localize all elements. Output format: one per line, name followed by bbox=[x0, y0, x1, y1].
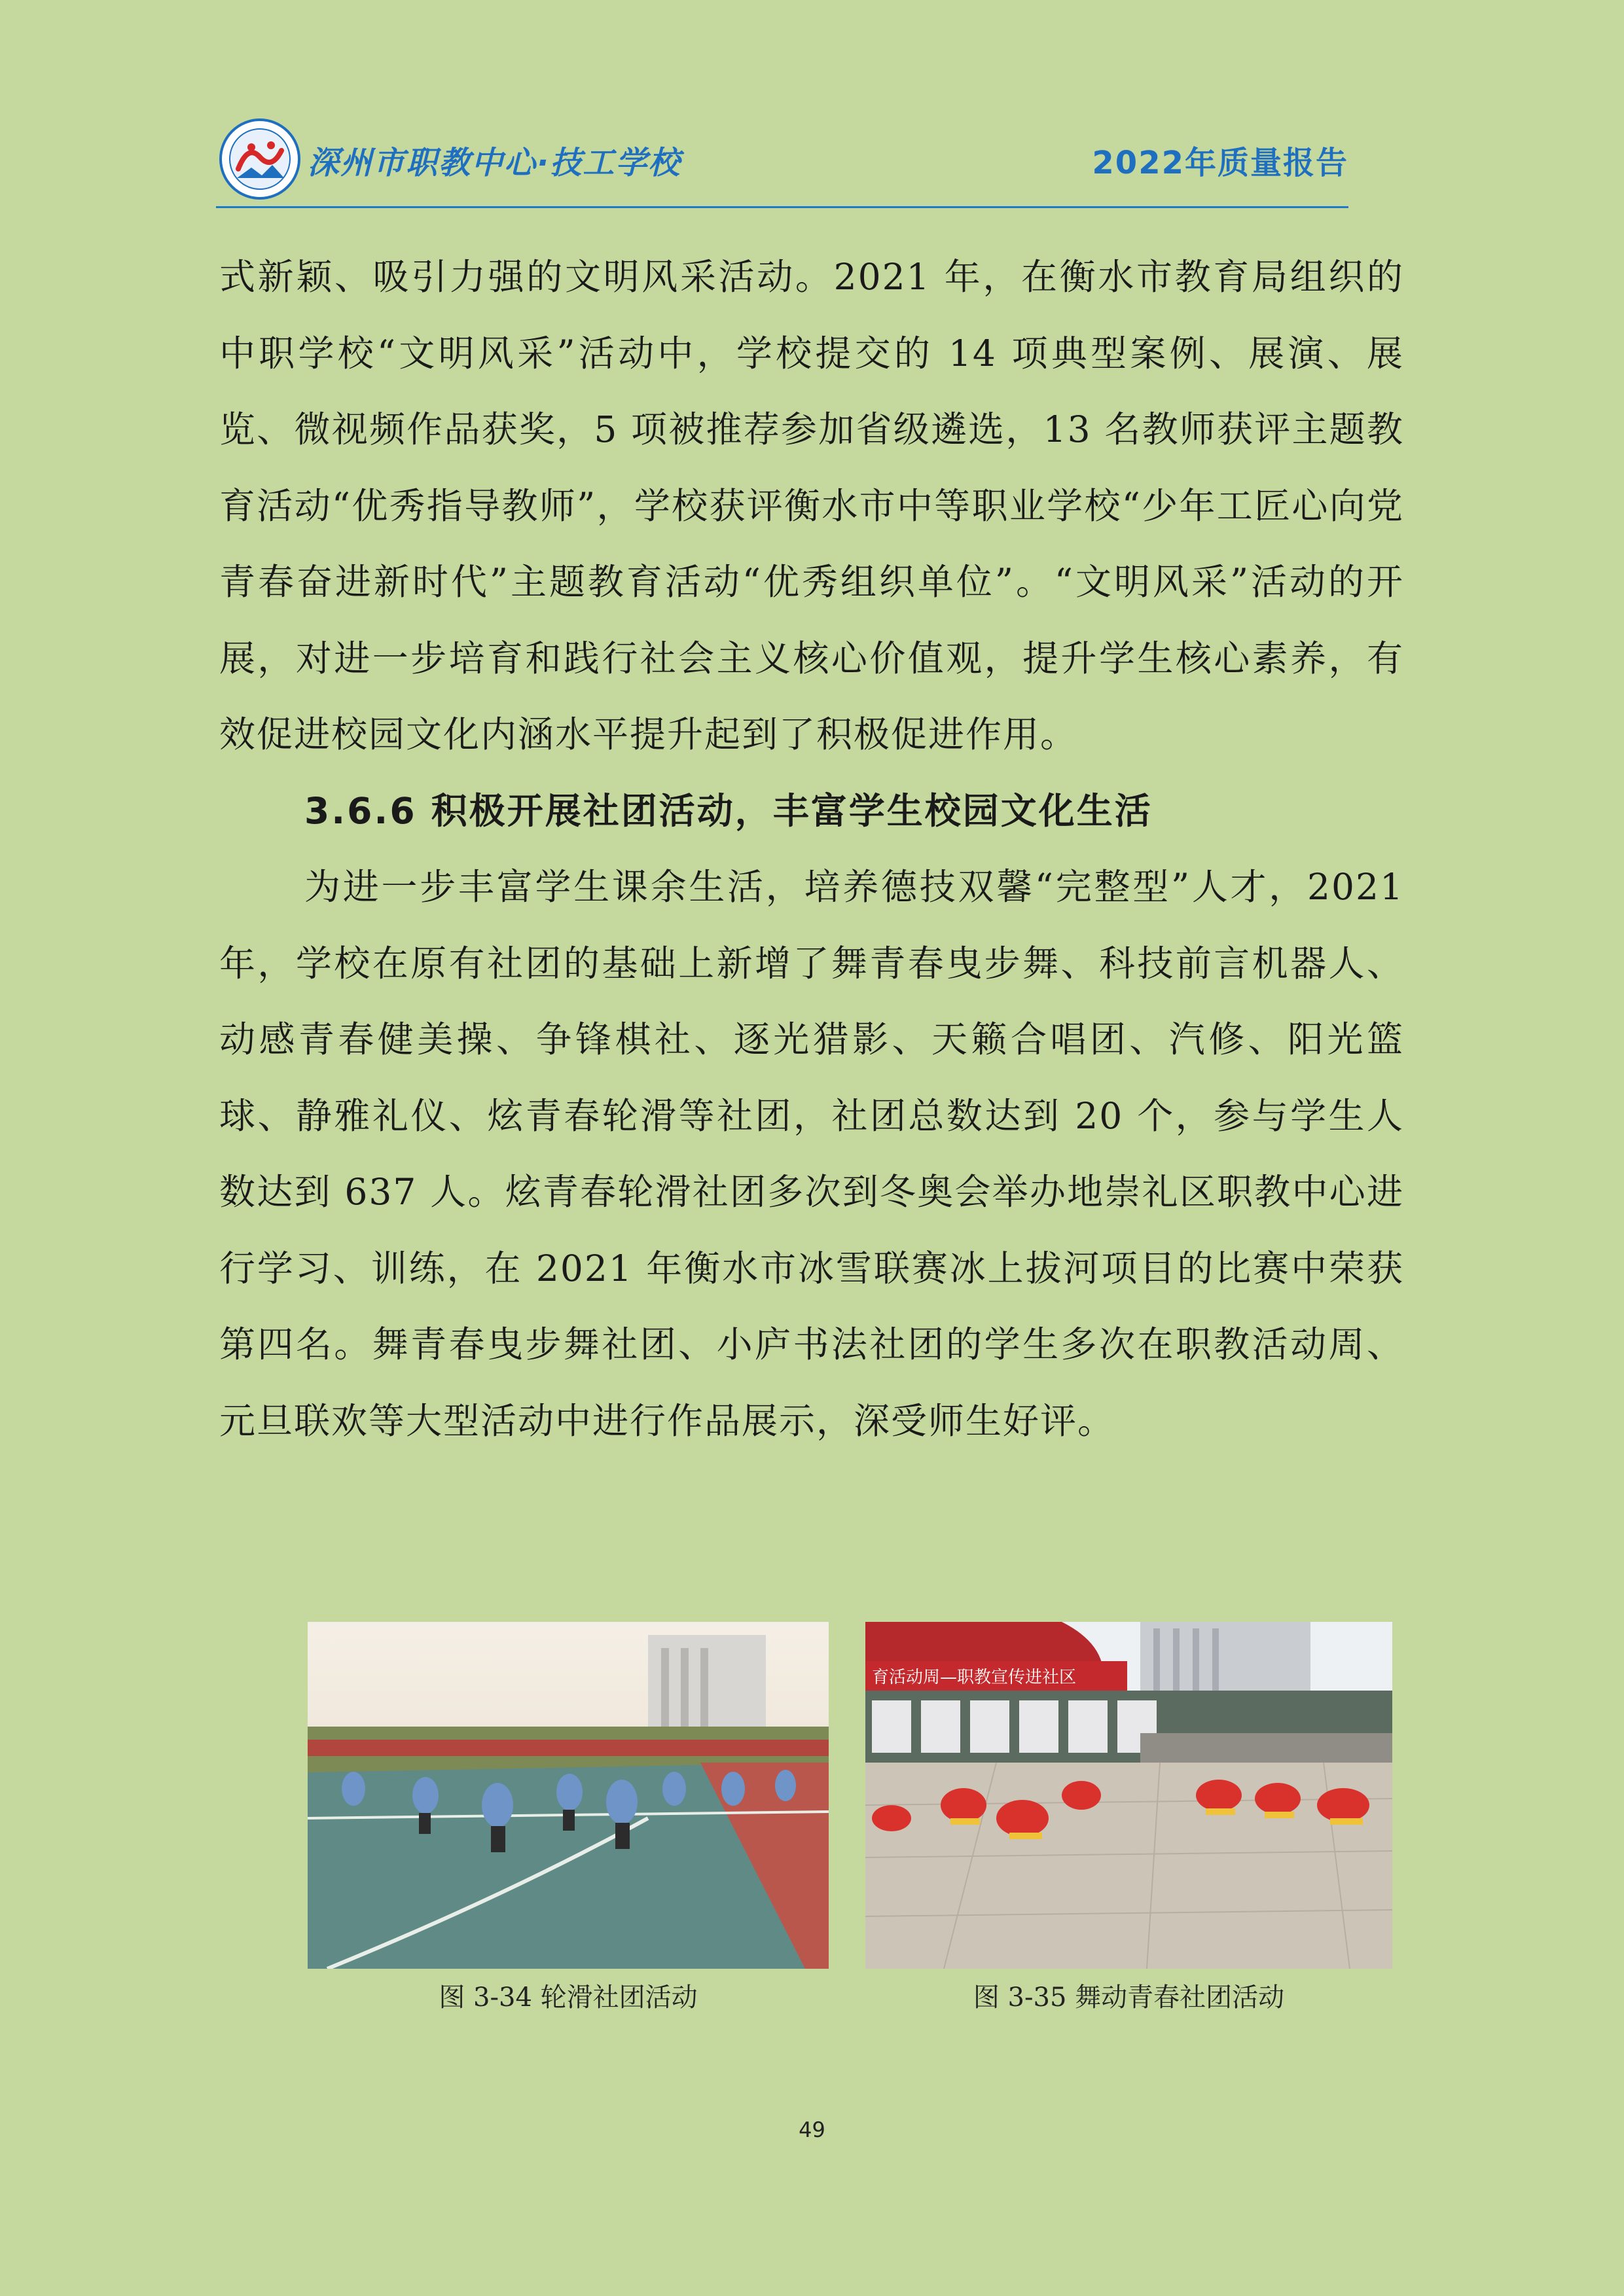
page-number: 49 bbox=[799, 2117, 825, 2142]
figure-caption-roller-skating: 图 3-34 轮滑社团活动 bbox=[439, 1982, 698, 2013]
school-name: 深州市职教中心·技工学校 bbox=[308, 145, 681, 181]
paragraph-club-activities: 为进一步丰富学生课余生活，培养德技双馨“完整型”人才，2021 年，学校在原有社团的基础上新增了舞青春曳步舞、科技前言机器人、动感青春健美操、争锋棋社、逐光猎影、天籁合唱团、汽修、阳光篮球、静雅礼仪、炫青春轮滑等社团，社团总数达到 20 个，参与学生人数达到 637 人。炫青春轮滑社团多次到冬奥会举办地崇礼区职教中心进行学习、训练，在 2021 年衡水市冰雪联赛冰上拔河项目的比赛中荣获第四名。舞青春曳步舞社团、小庐书法社团的学生多次在职教活动周、元旦联欢等大型活动中进行作品展示，深受师生好评。 bbox=[219, 866, 1404, 1442]
page-header bbox=[216, 118, 1348, 208]
report-title: 2022年质量报告 bbox=[1092, 145, 1348, 181]
banner-text: 育活动周—职教宣传进社区 bbox=[872, 1668, 1077, 1687]
school-logo bbox=[219, 118, 301, 200]
section-heading: 3.6.6 积极开展社团活动，丰富学生校园文化生活 bbox=[304, 789, 1153, 832]
paragraph-civilization-activities: 式新颖、吸引力强的文明风采活动。2021 年，在衡水市教育局组织的中职学校“文明风采”活动中，学校提交的 14 项典型案例、展演、展览、微视频作品获奖，5 项被推荐参加省级遴选，13 名教师获评主题教育活动“优秀指导教师”，学校获评衡水市中等职业学校“少年工匠心向党 青春奋进新时代”主题教育活动“优秀组织单位”。“文明风采”活动的开展，对进一步培育和践行社会主义核心价值观，提升学生核心素养，有效促进校园文化内涵水平提升起到了积极促进作用。 bbox=[219, 256, 1404, 755]
main-content bbox=[219, 239, 1404, 1459]
photo-roller-skating bbox=[308, 1622, 829, 1969]
figure-caption-dance-club: 图 3-35 舞动青春社团活动 bbox=[973, 1982, 1285, 2013]
photo-dance-club bbox=[865, 1622, 1392, 1969]
